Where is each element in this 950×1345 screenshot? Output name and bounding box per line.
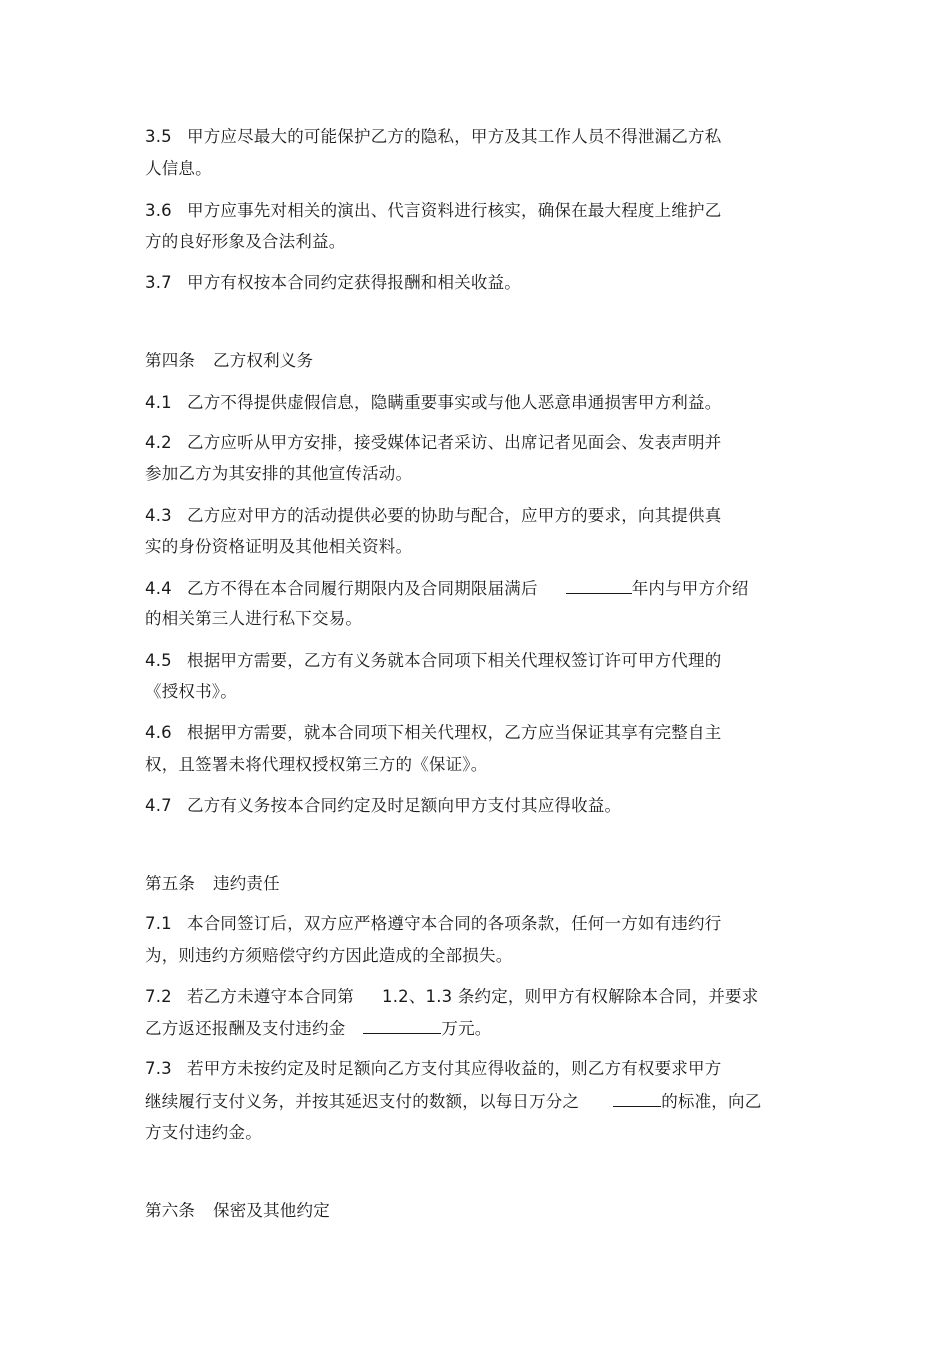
clause-7-3-cont — [145, 1091, 761, 1112]
clause-3-5-cont — [145, 159, 212, 179]
clause-3-6-cont — [145, 232, 345, 252]
clause-text: 的标准，向乙 — [661, 1092, 762, 1111]
clause-4-2-cont — [145, 464, 412, 484]
clause-number: 7.2 — [145, 987, 172, 1006]
clause-number: 4.4 — [145, 579, 172, 598]
article-5-heading — [145, 874, 280, 894]
clause-4-4-cont — [145, 609, 362, 629]
fill-in-blank-years[interactable] — [566, 578, 632, 594]
clause-number: 3.6 — [145, 201, 172, 220]
clause-text: 《授权书》。 — [145, 682, 237, 701]
clause-number: 4.3 — [145, 506, 172, 525]
clause-text: 乙方应听从甲方安排，接受媒体记者采访、出席记者见面会、发表声明并 — [187, 433, 722, 452]
clause-3-5 — [145, 127, 721, 147]
clause-text: 若乙方未遵守本合同第 — [187, 987, 354, 1006]
clause-7-1 — [145, 914, 721, 934]
clause-text: 甲方有权按本合同约定获得报酬和相关收益。 — [187, 273, 521, 292]
clause-number: 4.5 — [145, 651, 172, 670]
clause-text: 权，且签署未将代理权授权第三方的《保证》。 — [145, 755, 488, 774]
clause-text: 方的良好形象及合法利益。 — [145, 232, 346, 251]
clause-text: 乙方不得在本合同履行期限内及合同期限届满后 — [187, 579, 538, 598]
clause-text: 继续履行支付义务，并按其延迟支付的数额，以每日万分之 — [145, 1092, 580, 1111]
clause-number: 4.1 — [145, 393, 172, 412]
clause-number: 4.2 — [145, 433, 172, 452]
clause-text: 年内与甲方介绍 — [631, 579, 749, 598]
clause-7-1-cont — [145, 946, 512, 966]
clause-text: 方支付违约金。 — [145, 1123, 262, 1142]
article-number: 第六条 — [145, 1201, 196, 1220]
clause-4-1 — [145, 393, 721, 413]
clause-text: 为，则违约方须赔偿守约方因此造成的全部损失。 — [145, 946, 513, 965]
clause-number: 7.3 — [145, 1059, 172, 1078]
clause-text: 的相关第三人进行私下交易。 — [145, 609, 363, 628]
clause-4-3 — [145, 506, 721, 526]
clause-3-7 — [145, 273, 521, 293]
article-4-heading — [145, 351, 313, 371]
clause-4-7 — [145, 796, 621, 816]
clause-4-5-cont — [145, 682, 237, 702]
article-number: 第五条 — [145, 874, 196, 893]
clause-text: 万元。 — [441, 1019, 492, 1038]
clause-text: 根据甲方需要，乙方有义务就本合同项下相关代理权签订许可甲方代理的 — [187, 651, 722, 670]
article-title: 乙方权利义务 — [213, 351, 314, 370]
clause-4-2 — [145, 433, 721, 453]
clause-text: 甲方应事先对相关的演出、代言资料进行核实，确保在最大程度上维护乙 — [187, 201, 722, 220]
clause-text: 乙方应对甲方的活动提供必要的协助与配合，应甲方的要求，向其提供真 — [187, 506, 722, 525]
clause-number: 3.5 — [145, 127, 172, 146]
clause-text: 参加乙方为其安排的其他宣传活动。 — [145, 464, 413, 483]
clause-7-2-cont — [145, 1018, 492, 1039]
clause-text: 实的身份资格证明及其他相关资料。 — [145, 537, 413, 556]
clause-text: 乙方有义务按本合同约定及时足额向甲方支付其应得收益。 — [187, 796, 622, 815]
clause-4-6 — [145, 723, 721, 743]
fill-in-blank-amount[interactable] — [363, 1018, 441, 1034]
clause-text: 人信息。 — [145, 159, 212, 178]
clause-4-5 — [145, 651, 721, 671]
clause-text: 1.2、1.3 条约定，则甲方有权解除本合同，并要求 — [382, 987, 759, 1006]
fill-in-blank-rate[interactable] — [613, 1091, 661, 1107]
clause-number: 4.6 — [145, 723, 172, 742]
clause-7-2 — [145, 987, 758, 1007]
clause-number: 7.1 — [145, 914, 172, 933]
article-6-heading — [145, 1201, 330, 1221]
clause-text: 乙方返还报酬及支付违约金 — [145, 1019, 346, 1038]
clause-text: 若甲方未按约定及时足额向乙方支付其应得收益的，则乙方有权要求甲方 — [187, 1059, 722, 1078]
clause-3-6 — [145, 201, 721, 221]
article-title: 保密及其他约定 — [213, 1201, 330, 1220]
clause-number: 4.7 — [145, 796, 172, 815]
clause-4-4 — [145, 578, 749, 599]
article-number: 第四条 — [145, 351, 196, 370]
clause-text: 本合同签订后，双方应严格遵守本合同的各项条款，任何一方如有违约行 — [187, 914, 722, 933]
clause-text: 根据甲方需要，就本合同项下相关代理权，乙方应当保证其享有完整自主 — [187, 723, 722, 742]
clause-number: 3.7 — [145, 273, 172, 292]
clause-4-3-cont — [145, 537, 412, 557]
clause-7-3 — [145, 1059, 721, 1079]
clause-text: 乙方不得提供虚假信息，隐瞒重要事实或与他人恶意串通损害甲方利益。 — [187, 393, 722, 412]
clause-4-6-cont — [145, 755, 487, 775]
article-title: 违约责任 — [213, 874, 280, 893]
clause-7-3-cont2 — [145, 1123, 262, 1143]
clause-text: 甲方应尽最大的可能保护乙方的隐私，甲方及其工作人员不得泄漏乙方私 — [187, 127, 722, 146]
